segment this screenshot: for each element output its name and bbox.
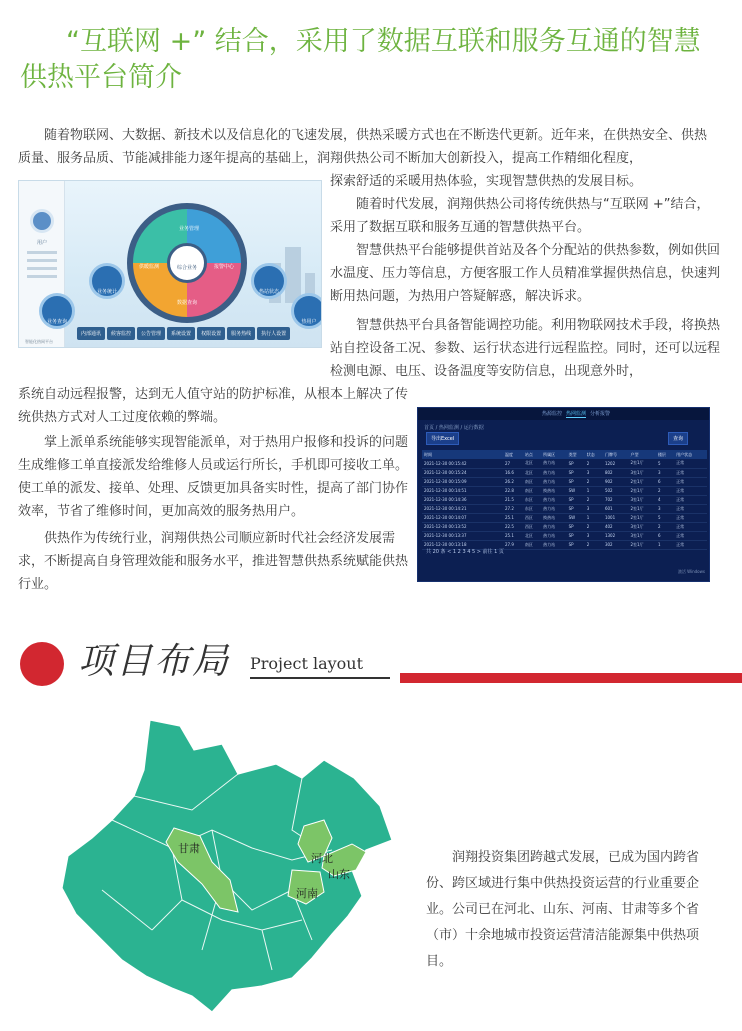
sidebar-line [27, 259, 57, 262]
table-cell: 21.5 [503, 495, 523, 504]
export-excel-button: 导出Excel [426, 432, 459, 445]
table-cell: 2021-12-30 00:13:18 [422, 540, 503, 549]
table-cell: SP [567, 459, 585, 468]
table-cell: 换热站 [541, 513, 566, 522]
table-pager: 共 20 条 < 1 2 3 4 5 > 前往 1 页 [426, 549, 504, 555]
table-row [422, 513, 707, 522]
monitoring-table [422, 450, 707, 550]
table-header-cell: 户型 [628, 450, 655, 459]
table-cell: 6 [656, 531, 674, 540]
dashboard-menu-item: 系统设置 [167, 327, 195, 340]
dashboard-menu-item: 服务热线 [227, 327, 255, 340]
table-cell: 东区 [523, 504, 541, 513]
table-tab: 热源监控 [542, 411, 563, 417]
table-cell: 902 [603, 477, 628, 486]
table-breadcrumb: 首页 / 热网监测 / 运行数据 [424, 425, 484, 431]
table-body [422, 459, 707, 549]
table-row [422, 522, 707, 531]
intro-paragraph-2: 随着时代发展，润翔供热公司将传统供热与“互联网 +”结合，采用了数据互联和服务互通的智慧供热平台。 [330, 197, 710, 235]
table-query-button: 查询 [668, 432, 688, 445]
table-cell: 702 [603, 495, 628, 504]
table-cell: SP [567, 540, 585, 549]
table-cell: 1202 [603, 459, 628, 468]
table-header-cell: 楼层 [656, 450, 674, 459]
table-cell: 南区 [523, 486, 541, 495]
table-cell: SP [567, 495, 585, 504]
table-cell: SP [567, 522, 585, 531]
intro-paragraph-5: 掌上派单系统能够实现智能派单，对于热用户报修和投诉的问题生成维修工单直接派发给维修人员或运行所长，手机即可接收工单。使工单的派发、接单、处理、反馈更加具备实时性，提高了部门协作效率，节省了维修时间，更加高效的服务热用户。 [18, 435, 409, 519]
table-cell: 4 [656, 495, 674, 504]
table-cell: 3 [656, 468, 674, 477]
table-cell: 2021-12-30 00:13:37 [422, 531, 503, 540]
table-cell: 2室1厅 [628, 477, 655, 486]
table-cell: 1 [656, 540, 674, 549]
wheel-hub-icon [167, 243, 207, 283]
dashboard-menu [77, 327, 290, 340]
table-cell: 热力站 [541, 477, 566, 486]
section-title-en: Project layout [250, 654, 364, 673]
intro-paragraph-6: 供热作为传统行业，润翔供热公司顺应新时代社会经济发展需求，不断提高自身管理效能和服务水平，推进智慧供热系统赋能供热行业。 [18, 531, 409, 592]
sidebar-line [27, 251, 57, 254]
dashboard-menu-item: 内部通讯 [77, 327, 105, 340]
table-cell: 正常 [674, 495, 707, 504]
intro-paragraph-4a: 智慧供热平台具备智能调控功能。利用物联网技术手段，将换热站自控设备工况、参数、运行状态进行远程监控。同时，还可以远程检测电源、电压、设备温度等安防信息，出现意外时， [330, 318, 721, 379]
dashboard-menu-item: 执行人设置 [257, 327, 290, 340]
table-tab: 分析报警 [590, 411, 611, 417]
table-cell: 2021-12-30 00:15:42 [422, 459, 503, 468]
table-cell: 正常 [674, 513, 707, 522]
dashboard-menu-item: 公告管理 [137, 327, 165, 340]
table-cell: 3 [585, 531, 603, 540]
intro-paragraph-1-tail: 探索舒适的采暖用热体验，实现智慧供热的发展目标。 [330, 174, 643, 189]
section-title-cn: 项目布局 [78, 641, 231, 682]
table-cell: 3 [656, 504, 674, 513]
table-cell: 2021-12-30 00:15:09 [422, 477, 503, 486]
table-cell: 2 [585, 477, 603, 486]
table-row [422, 486, 707, 495]
section-red-bar [400, 673, 742, 683]
table-cell: 3 [585, 504, 603, 513]
wheel-hub-label: 综合业务 [176, 265, 197, 271]
table-cell: 16.6 [503, 468, 523, 477]
table-cell: 2 [656, 486, 674, 495]
table-cell: 1001 [603, 513, 628, 522]
table-cell: 正常 [674, 504, 707, 513]
table-cell: 25.1 [503, 531, 523, 540]
table-row [422, 468, 707, 477]
map-label-hebei: 河北 [311, 852, 333, 865]
table-cell: SP [567, 504, 585, 513]
map-label-gansu: 甘肃 [178, 842, 200, 855]
table-cell: 27.2 [503, 504, 523, 513]
intro-paragraph-3: 智慧供热平台能够提供首站及各个分配站的供热参数，例如供回水温度、压力等信息，方便客服工作人员精准掌握供热信息，快速判断用热问题，为热用户答疑解惑，解决诉求。 [330, 243, 721, 304]
table-cell: 2021-12-30 00:14:51 [422, 486, 503, 495]
table-header-cell: 温度 [503, 450, 523, 459]
table-cell: 2 [585, 459, 603, 468]
table-cell: 502 [603, 486, 628, 495]
table-cell: SP [567, 468, 585, 477]
table-cell: 南区 [523, 477, 541, 486]
building-icon [285, 247, 301, 303]
table-row [422, 477, 707, 486]
table-cell: 热力站 [541, 495, 566, 504]
table-cell: 1 [585, 486, 603, 495]
table-row [422, 495, 707, 504]
table-cell: 北区 [523, 459, 541, 468]
table-cell: 1 [585, 513, 603, 522]
table-cell: 27.9 [503, 540, 523, 549]
table-cell: 302 [603, 540, 628, 549]
section-red-dot [20, 642, 64, 686]
dashboard-menu-item: 权限设置 [197, 327, 225, 340]
table-cell: 正常 [674, 486, 707, 495]
table-cell: 3室1厅 [628, 495, 655, 504]
table-cell: 南区 [523, 540, 541, 549]
table-cell: 正常 [674, 531, 707, 540]
table-cell: 正常 [674, 459, 707, 468]
table-cell: 2021-12-30 00:13:52 [422, 522, 503, 531]
dashboard-user-name: 用户 [36, 240, 47, 246]
table-cell: 2021-12-30 00:14:36 [422, 495, 503, 504]
table-tab-active: 热网监测 [566, 411, 587, 417]
table-header-cell: 所属区 [541, 450, 566, 459]
platform-dashboard-screenshot [18, 180, 322, 348]
table-cell: 2 [656, 522, 674, 531]
table-cell: 正常 [674, 540, 707, 549]
bubble-business-query: 业务查询 [39, 293, 75, 329]
intro-title-line1: “互联网 +” 结合，采用了数据互联和服务互通的智慧 [66, 26, 701, 57]
table-cell: 2021-12-30 00:15:24 [422, 468, 503, 477]
table-cell: 27 [503, 459, 523, 468]
table-row [422, 504, 707, 513]
table-cell: 26.2 [503, 477, 523, 486]
intro-title [20, 24, 720, 96]
bubble-heat-users: 热用户 [291, 293, 322, 329]
dashboard-menu-item: 候客监控 [107, 327, 135, 340]
table-cell: 正常 [674, 522, 707, 531]
table-cell: 热力站 [541, 468, 566, 477]
table-cell: 1302 [603, 531, 628, 540]
dashboard-footer: 智能化热网平台 [25, 339, 53, 344]
table-cell: 2室1厅 [628, 459, 655, 468]
table-cell: 北区 [523, 468, 541, 477]
table-cell: 正常 [674, 468, 707, 477]
table-cell: 东区 [523, 495, 541, 504]
table-cell: 402 [603, 522, 628, 531]
table-cell: 西区 [523, 522, 541, 531]
wheel-segment-label: 报警中心 [214, 264, 235, 270]
table-cell: 5 [656, 513, 674, 522]
windows-watermark: 激活 Windows [677, 569, 705, 574]
table-cell: 601 [603, 504, 628, 513]
table-cell: 5 [656, 459, 674, 468]
table-cell: 22.5 [503, 522, 523, 531]
table-header-cell: 状态 [585, 450, 603, 459]
layout-description: 润翔投资集团跨越式发展，已成为国内跨省份、跨区域进行集中供热投资运营的行业重要企业。公司已在河北、山东、河南、甘肃等多个省（市）十余地城市投资运营清洁能源集中供热项目。 [426, 850, 700, 969]
table-cell: 2021-12-30 00:14:07 [422, 513, 503, 522]
wheel-segment-label: 供暖监测 [139, 264, 160, 270]
table-cell: 热力站 [541, 531, 566, 540]
bubble-station-status: 热站状态 [251, 263, 287, 299]
table-cell: 3 [585, 468, 603, 477]
sidebar-line [27, 267, 57, 270]
table-header-cell: 门牌号 [603, 450, 628, 459]
table-cell: 北区 [523, 531, 541, 540]
wheel-segment-label: 数据查询 [177, 300, 198, 306]
table-cell: SW [567, 486, 585, 495]
table-cell: 2021-12-30 00:14:21 [422, 504, 503, 513]
table-cell: 2 [585, 495, 603, 504]
table-cell: 2 [585, 522, 603, 531]
table-cell: 3室1厅 [628, 468, 655, 477]
table-cell: 25.1 [503, 513, 523, 522]
table-cell: SP [567, 531, 585, 540]
table-cell: 换热站 [541, 486, 566, 495]
table-cell: 热力站 [541, 540, 566, 549]
table-header-cell: 站点 [523, 450, 541, 459]
intro-paragraph-4b: 系统自动远程报警，达到无人值守站的防护标准，从根本上解决了传统供热方式对人工过度依赖的弊端。 [18, 387, 409, 425]
table-cell: SP [567, 477, 585, 486]
user-avatar-icon [30, 209, 54, 233]
table-cell: 2室1厅 [628, 513, 655, 522]
table-cell: 2室1厅 [628, 504, 655, 513]
table-cell: 热力站 [541, 459, 566, 468]
table-cell: 2室1厅 [628, 486, 655, 495]
table-cell: 西区 [523, 513, 541, 522]
table-cell: SW [567, 513, 585, 522]
table-header-cell: 时间 [422, 450, 503, 459]
map-label-shandong: 山东 [328, 868, 350, 881]
map-label-henan: 河南 [296, 887, 318, 900]
bubble-business-stats: 业务统计 [89, 263, 125, 299]
wheel-segment-label: 业务管理 [179, 226, 200, 232]
sidebar-line [27, 275, 57, 278]
table-row [422, 459, 707, 468]
table-header-row [422, 450, 707, 459]
table-topbar [418, 408, 709, 420]
table-cell: 802 [603, 468, 628, 477]
intro-title-line2: 供热平台简介 [20, 62, 182, 93]
table-row [422, 531, 707, 540]
table-cell: 6 [656, 477, 674, 486]
section-underline [250, 677, 390, 679]
table-cell: 热力站 [541, 522, 566, 531]
table-cell: 3室1厅 [628, 522, 655, 531]
monitoring-table-screenshot [417, 407, 710, 582]
table-header-cell: 类型 [567, 450, 585, 459]
table-cell: 22.8 [503, 486, 523, 495]
table-cell: 热力站 [541, 504, 566, 513]
table-header-cell: 用户状态 [674, 450, 707, 459]
table-cell: 正常 [674, 477, 707, 486]
table-cell: 2室1厅 [628, 540, 655, 549]
intro-paragraph-1: 随着物联网、大数据、新技术以及信息化的飞速发展，供热采暖方式也在不断迭代更新。近年来，在供热安全、供热质量、服务品质、节能减排能力逐年提高的基础上，润翔供热公司不断加大创新投入，提高工作精细化程度， [18, 128, 708, 166]
table-cell: 3室1厅 [628, 531, 655, 540]
table-cell: 2 [585, 540, 603, 549]
